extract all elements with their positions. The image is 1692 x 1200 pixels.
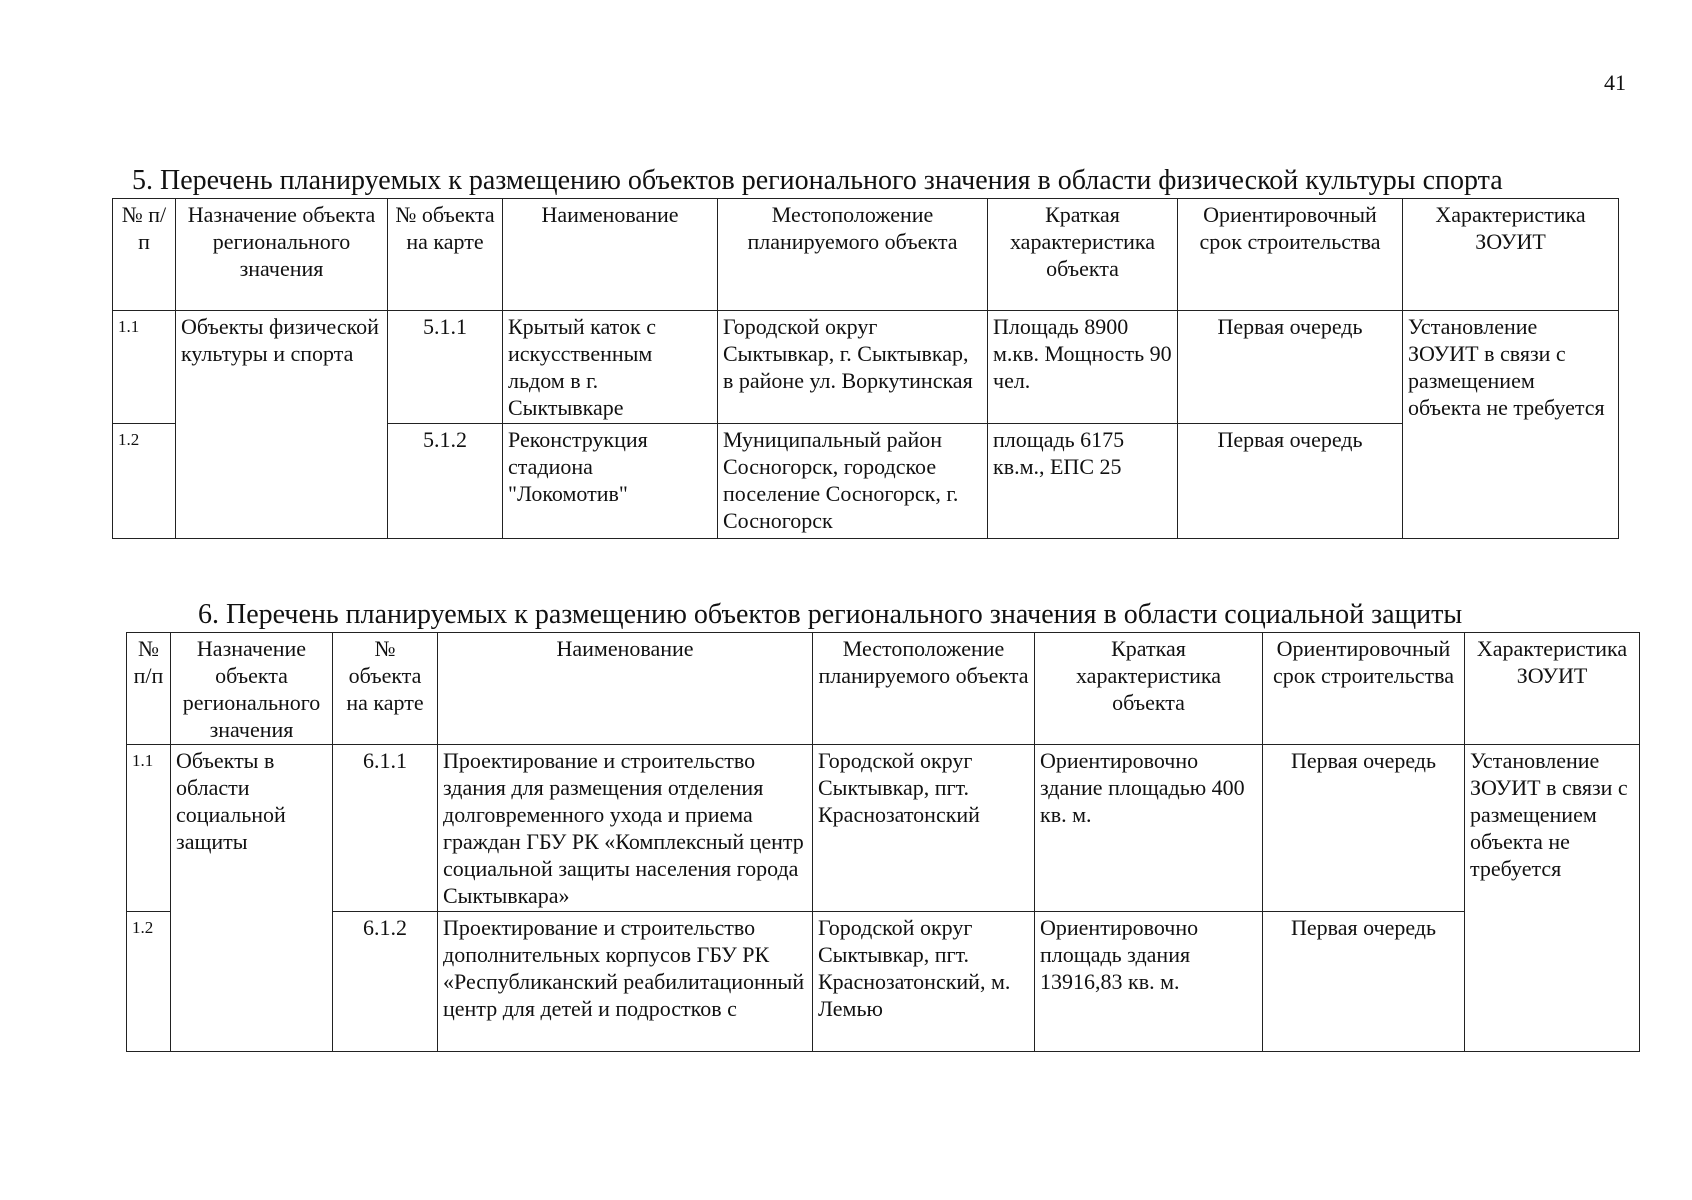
header-cell: Характеристика ЗОУИТ bbox=[1465, 633, 1640, 745]
header-cell: Назначение объекта регионального значения bbox=[176, 199, 388, 311]
header-cell: № объекта на карте bbox=[333, 633, 438, 745]
row-number: 1.2 bbox=[127, 912, 171, 1052]
object-characteristic: Ориентировочно здание площадью 400 кв. м. bbox=[1035, 745, 1263, 912]
object-characteristic: Ориентировочно площадь здания 13916,83 кв. м. bbox=[1035, 912, 1263, 1052]
row-number: 1.1 bbox=[113, 311, 176, 424]
header-cell: Местоположение планируемого объекта bbox=[718, 199, 988, 311]
table-row bbox=[127, 912, 1640, 1052]
header-cell: № объекта на карте bbox=[388, 199, 503, 311]
map-number: 6.1.1 bbox=[333, 745, 438, 912]
map-number: 5.1.2 bbox=[388, 424, 503, 539]
construction-term: Первая очередь bbox=[1263, 912, 1465, 1052]
object-characteristic: площадь 6175 кв.м., ЕПС 25 bbox=[988, 424, 1178, 539]
construction-term: Первая очередь bbox=[1178, 311, 1403, 424]
header-cell: № п/п bbox=[127, 633, 171, 745]
object-location: Городской округ Сыктывкар, г. Сыктывкар, в районе ул. Воркутинская bbox=[718, 311, 988, 424]
zouit-characteristic: Установление ЗОУИТ в связи с размещением объекта не требуется bbox=[1465, 745, 1640, 1052]
row-number: 1.2 bbox=[113, 424, 176, 539]
header-cell: Ориентировочный срок строительства bbox=[1178, 199, 1403, 311]
section6-table bbox=[126, 632, 1640, 1052]
header-cell: Назначение объекта регионального значения bbox=[171, 633, 333, 745]
table-header-row bbox=[113, 199, 1619, 311]
header-cell: Краткая характеристика объекта bbox=[1035, 633, 1263, 745]
header-cell: Местоположение планируемого объекта bbox=[813, 633, 1035, 745]
map-number: 6.1.2 bbox=[333, 912, 438, 1052]
header-cell: Характеристика ЗОУИТ bbox=[1403, 199, 1619, 311]
section6-title: 6. Перечень планируемых к размещению объектов регионального значения в области социальной защиты bbox=[198, 599, 1463, 630]
section5-title: 5. Перечень планируемых к размещению объектов регионального значения в области физической культуры спорта bbox=[132, 165, 1503, 196]
page-number: 41 bbox=[1604, 70, 1626, 95]
object-name: Крытый каток с искусственным льдом в г. Сыктывкаре bbox=[503, 311, 718, 424]
object-name: Проектирование и строительство здания для размещения отделения долговременного ухода и приема граждан ГБУ РК «Комплексный центр социальной защиты населения города Сыктывкара» bbox=[438, 745, 813, 912]
object-name: Проектирование и строительство дополнительных корпусов ГБУ РК «Республиканский реабилитационный центр для детей и подростков с bbox=[438, 912, 813, 1052]
construction-term: Первая очередь bbox=[1178, 424, 1403, 539]
row-number: 1.1 bbox=[127, 745, 171, 912]
map-number: 5.1.1 bbox=[388, 311, 503, 424]
object-purpose: Объекты физической культуры и спорта bbox=[176, 311, 388, 539]
table-row bbox=[113, 311, 1619, 424]
table-row bbox=[127, 745, 1640, 912]
header-cell: Наименование bbox=[438, 633, 813, 745]
zouit-characteristic: Установление ЗОУИТ в связи с размещением объекта не требуется bbox=[1403, 311, 1619, 539]
header-cell: Краткая характеристика объекта bbox=[988, 199, 1178, 311]
object-location: Городской округ Сыктывкар, пгт. Краснозатонский bbox=[813, 745, 1035, 912]
header-cell: Наименование bbox=[503, 199, 718, 311]
object-purpose: Объекты в области социальной защиты bbox=[171, 745, 333, 1052]
object-name: Реконструкция стадиона "Локомотив" bbox=[503, 424, 718, 539]
table-header-row bbox=[127, 633, 1640, 745]
object-characteristic: Площадь 8900 м.кв. Мощность 90 чел. bbox=[988, 311, 1178, 424]
header-cell: Ориентировочный срок строительства bbox=[1263, 633, 1465, 745]
section5-table bbox=[112, 198, 1619, 539]
construction-term: Первая очередь bbox=[1263, 745, 1465, 912]
object-location: Муниципальный район Сосногорск, городское поселение Сосногорск, г. Сосногорск bbox=[718, 424, 988, 539]
object-location: Городской округ Сыктывкар, пгт. Краснозатонский, м. Лемью bbox=[813, 912, 1035, 1052]
header-cell: № п/п bbox=[113, 199, 176, 311]
